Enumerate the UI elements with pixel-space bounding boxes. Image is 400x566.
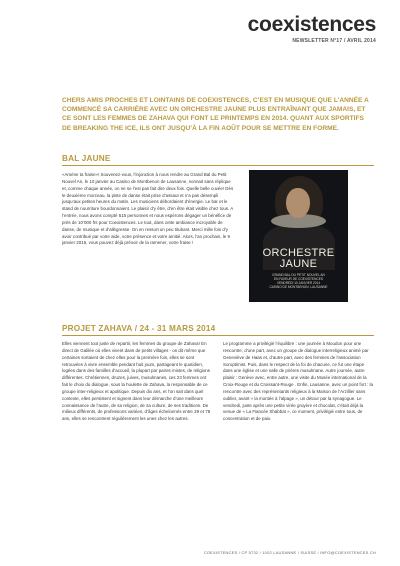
- section-title-bal-jaune: BAL JAUNE: [62, 154, 111, 163]
- poster-title-line1: ORCHESTRE: [262, 247, 335, 259]
- zahava-text-column-2: Le programme a privilégié l’équilibre : une journée à Moudon pour une rencontre, d’une part, avec un groupe de dialogue interreligieux animé par Geneviève de Haas et, d’autre part, avec des femmes de l’association Soroptimist. Puis, dans le respect de la foi de chacune, ce fut une étape dans une église et une salle de prières musulmane. Autre journée, autre plaisir : Genève avec, entre autre, une visite du Musée international de la Croix-Rouge et du Croissant-Rouge . Enfin, Lausanne, avec un point fort : la rencontre avec des représentants religieux à la Maison de l’Arzillier sans oublier, avant « la montée à l’alpage », un détour par la synagogue. Le vendredi, juste après une petite virée gruyère et chocolat, c’était déjà la venue de « La Fiancée Shabbat », ce moment, privilégié entre tous, de concentration et de paix.: [223, 341, 373, 422]
- section-divider: [62, 335, 374, 336]
- poster-line: VENDREDI 10 JANVIER 2014: [276, 281, 321, 285]
- orchestre-jaune-poster: [249, 170, 348, 302]
- intro-paragraph: CHERS AMIS PROCHES ET LOINTAINS DE COEXISTENCES, C’EST EN MUSIQUE QUE L’ANNÉE A COMMENCÉ SA CARRIÈRE AVEC UN ORCHESTRE JAUNE PLUS ENTRAÎNANT QUE JAMAIS, ET CE SONT LES FEMMES DE ZAHAVA QUI FONT LE PRINTEMPS EN 2014. QUANT AUX SPORTIFS DE BREAKING THE ICE, ILS ONT JUSQU’À LA FIN AOÛT POUR SE METTRE EN FORME.: [62, 97, 369, 132]
- brand-logo-prefix: co: [247, 13, 272, 36]
- brand-logo-main: existences: [271, 13, 376, 36]
- bal-jaune-text: «Amène ta fraise»! Souvenez-vous, l’injonction à nous rendre au Grand Bal du Petit Nouvel An, le 10 janvier au Casino de Montbenon de Lausanne, sonnait sans réplique et, comme chaque année, on ne se l’est pas fait dire deux fois. Quelle belle cuvée! Dès le deuxième morceau, la piste de danse était prise d’assaut et n’a pas désempli jusqu’aux petites heures du matin. Les musiciens débordaient d’énergie. Le bar et le stand de nourriture bourdonnaient. Le plaisir d’y être, d’en être était visible chez tous. A l’entrée, nous avons compté 515 personnes et nous espérons dégager un bénéfice de près de 10’000 frs pour Coexistences. Le tout, dans cette ambiance incroyable de danse, de musique et d’allégresse. On en ressort un peu titubant. Merci mille fois d’y avoir contribué par votre aide, votre présence et votre amitié. Alors, l’an prochain, le 9 janvier 2015, vous pouvez déjà prévoir de la ramener, votre fraise !: [62, 172, 234, 246]
- portrait-face: [286, 188, 310, 218]
- poster-line: EN FAVEUR DE COEXISTENCES: [273, 277, 323, 281]
- section-divider: [62, 165, 374, 166]
- zahava-text-column-1: Elles viennent tout juste de repartir, les femmes du groupe de Zahava! En direct de Galilée où elles vivent dans de petits villages - on dit même que certaines sortaient de chez elles pour la première fois, elles se sont retrouvées à vivre ensemble pendant huit jours, partageant le quotidien, logées dans des familles d’accueil, la plupart par paires mixtes, de religions différentes. Chrétiennes, druzes, juives, musulmanes, ces 23 femmes ont fait le choix du dialogue, sous la houlette de Zahava, la responsable de ce groupe inter-religieux et apolitique. Depuis dix ans, et l’on sait dans quel contexte, elles persistent et signent dans leur démarche d’une meilleure connaissance de l’autre, de sa religion, de sa culture, de ses traditions. De milieux différents, de professions variées, d’âges échelonnés entre 29 et 78 ans, elles se rencontrent régulièrement les unes chez les autres.: [62, 341, 211, 422]
- poster-title-line2: JAUNE: [279, 258, 318, 270]
- issue-label: NEWSLETTER N°17 / AVRIL 2014: [292, 38, 376, 44]
- brand-logo: [248, 14, 376, 35]
- footer-address: COEXISTENCES / CP 5732 / 1002 LAUSANNE / SUISSE / INFO@COEXISTENCES.CH: [203, 550, 376, 555]
- poster-line: CASINO DE MONTBENON, LAUSANNE: [269, 285, 328, 289]
- poster-line: GRAND BAL DU PETIT NOUVEL AN: [272, 273, 325, 277]
- section-title-zahava: PROJET ZAHAVA / 24 - 31 MARS 2014: [62, 324, 216, 333]
